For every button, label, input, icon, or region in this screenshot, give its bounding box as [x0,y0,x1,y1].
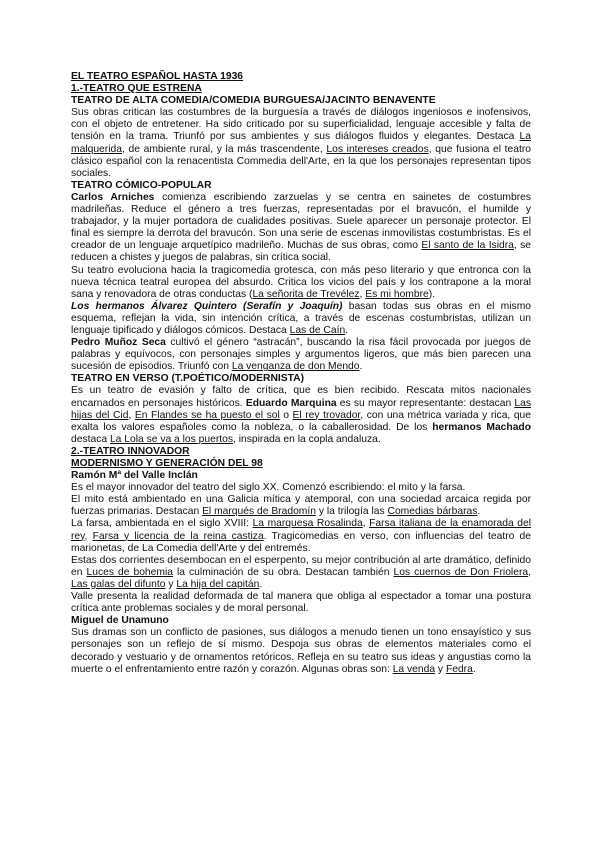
work-title: El santo de la Isidra [421,240,514,252]
quintero-paragraph: Los hermanos Álvarez Quintero (Serafín y Joaquín) basan todas sus obras en el mismo esquema, reflejan la vida, sin intención crítica, a través de escenas costumbristas, utilizan un lenguaje tipificado y diálogos cómicos. Destaca Las de Caín. [71,300,531,336]
verso-paragraph: Es un teatro de evasión y falto de crítica, que es bien recibido. Rescata mitos nacionales encarnados en personajes históricos. Eduardo Marquina es su mayor representante: destacan Las hijas del Cid, En Flandes se ha puesto el sol o El rey trovador, con una métrica variada y rica, que exalta los valores españoles como la nobleza, o la caballerosidad. De los hermanos Machado destaca La Lola se va a los puertos, inspirada en la copla andaluza. [71,385,532,445]
document-page [71,71,531,676]
work-title: La señorita de Trevélez [252,288,360,300]
document-title: EL TEATRO ESPAÑOL HASTA 1936 [71,71,244,82]
work-title: Las galas del difunto [71,578,166,590]
valle-inclan-heading: Ramón Mª del Valle Inclán [71,470,198,482]
work-title: Luces de bohemia [86,566,173,578]
comico-popular-heading: TEATRO CÓMICO-POPULAR [71,179,212,191]
author-name: Pedro Muñoz Seca [71,337,166,349]
work-title: La hija del capitán [176,578,260,590]
arniches-evolution-paragraph: Su teatro evoluciona hacia la tragicomedia grotesca, con más peso literario y que entronca con la nueva técnica teatral europea del absurdo. Critica los vicios del país y los contrapone a la moral sana y renovadora de otras conductas (La señorita de Trevélez, Es mi hombre). [71,264,531,300]
benavente-paragraph: Sus obras critican las costumbres de la burguesía a través de diálogos ingeniosos e inofensivos, con el objeto de entretener. Ha sido criticado por su superficialidad, lenguaje accesible y falta de tensión en la trama. Triunfó por sus ambientes y sus diálogos fluidos y elegantes. Destaca La malquerida, de ambiente rural, y la más trascendente, Los intereses creados, que fusiona el teatro clásico español con la renacentista Commedia dell'Arte, en la que los personajes representan tipos sociales. [71,107,531,179]
work-title: Es mi hombre [365,288,429,300]
modernismo-heading: MODERNISMO Y GENERACIÓN DEL 98 [71,458,263,469]
valle-mito-paragraph: El mito está ambientado en una Galicia mítica y atemporal, con una sociedad arcaica regida por fuerzas primarias. Destacan El marqués de Bradomín y la trilogía las Comedias bárbaras. [71,494,531,518]
valle-realidad-paragraph: Valle presenta la realidad deformada de tal manera que obliga al espectador a tomar una postura crítica ante problemas sociales y de moral personal. [71,591,531,615]
section-2-heading: 2.-TEATRO INNOVADOR [71,445,190,457]
work-title: La venganza de don Mendo [231,361,360,373]
author-name: Los hermanos Álvarez Quintero (Serafín y Joaquín) [71,300,343,312]
author-name: hermanos Machado [432,421,532,433]
work-title: Farsa italiana de la enamorada del rey [71,518,532,542]
work-title: Los cuernos de Don Friolera [393,566,529,578]
section-1-heading: 1.-TEATRO QUE ESTRENA [71,83,202,95]
valle-intro-paragraph: Es el mayor innovador del teatro del siglo XX. Comenzó escribiendo: el mito y la farsa. [71,482,466,494]
valle-esperpento-paragraph: Estas dos corrientes desembocan en el esperpento, su mejor contribución al arte dramático, definido en Luces de bohemia la culminación de su obra. Destacan también Los cuernos de Don Friolera, Las galas del difunto y La hija del capitán. [71,554,531,590]
work-title: La Lola se va a los puertos [109,433,234,445]
work-title: Fedra [445,663,473,675]
teatro-verso-heading: TEATRO EN VERSO (T.POÉTICO/MODERNISTA) [71,373,305,385]
alta-comedia-heading: TEATRO DE ALTA COMEDIA/COMEDIA BURGUESA/JACINTO BENAVENTE [71,95,436,107]
work-title: El rey trovador [292,409,361,421]
unamuno-paragraph: Sus dramas son un conflicto de pasiones, sus diálogos a menudo tienen un tono ensayístico y sus personajes son un reflejo de sí mismo. Despoja sus obras de elementos materiales como el decorado y vestuario y de ornamentos retóricos. Refleja en su teatro sus ideas y angustias como la muerte o el enfrentamiento entre razón y corazón. Algunas obras son: La venda y Fedra. [71,627,531,675]
valle-farsa-paragraph: La farsa, ambientada en el siglo XVIII: La marquesa Rosalinda, Farsa italiana de la enamorada del rey, Farsa y licencia de la reina castiza. Tragicomedias en verso, con influencias del teatro de marionetas, de La Comedia dell'Arte y del entremés. [71,518,532,554]
work-title: Comedias bárbaras [387,506,478,518]
work-title: El marqués de Bradomín [202,506,316,518]
author-name: Eduardo Marquina [245,397,337,409]
work-title: La malquerida [71,131,531,155]
work-title: Las hijas del Cid [71,397,532,421]
work-title: Las de Caín [289,324,346,336]
work-title: En Flandes se ha puesto el sol [134,409,280,421]
unamuno-heading: Miguel de Unamuno [71,615,169,627]
arniches-paragraph: Carlos Arniches comienza escribiendo zarzuelas y se centra en sainetes de costumbres madrileñas. Reduce el género a tres fuerzas, representadas por el bravucón, el humilde y trabajador, y la mujer portadora de cualidades positivas. Suele aparecer un personaje protector. El final es siempre la derrota del bravucón. Son una serie de escenas inmovilistas costumbristas. Es el creador de un lenguaje arquetípico madrileño. Muchas de sus obras, como El santo de la Isidra, se reducen a chistes y juegos de palabras, sin crítica social. [71,191,531,264]
author-name: Carlos Arniches [71,191,155,203]
seca-paragraph: Pedro Muñoz Seca cultivó el género “astracán”, buscando la risa fácil provocada por juegos de palabras y equívocos, con personajes simples y argumentos ligeros, que más bien parecen una sucesión de episodios. Triunfó con La venganza de don Mendo. [71,337,531,373]
work-title: Los intereses creados [326,143,429,155]
work-title: Farsa y licencia de la reina castiza [92,530,264,542]
work-title: La marquesa Rosalinda [252,518,363,530]
work-title: La venda [392,663,436,675]
